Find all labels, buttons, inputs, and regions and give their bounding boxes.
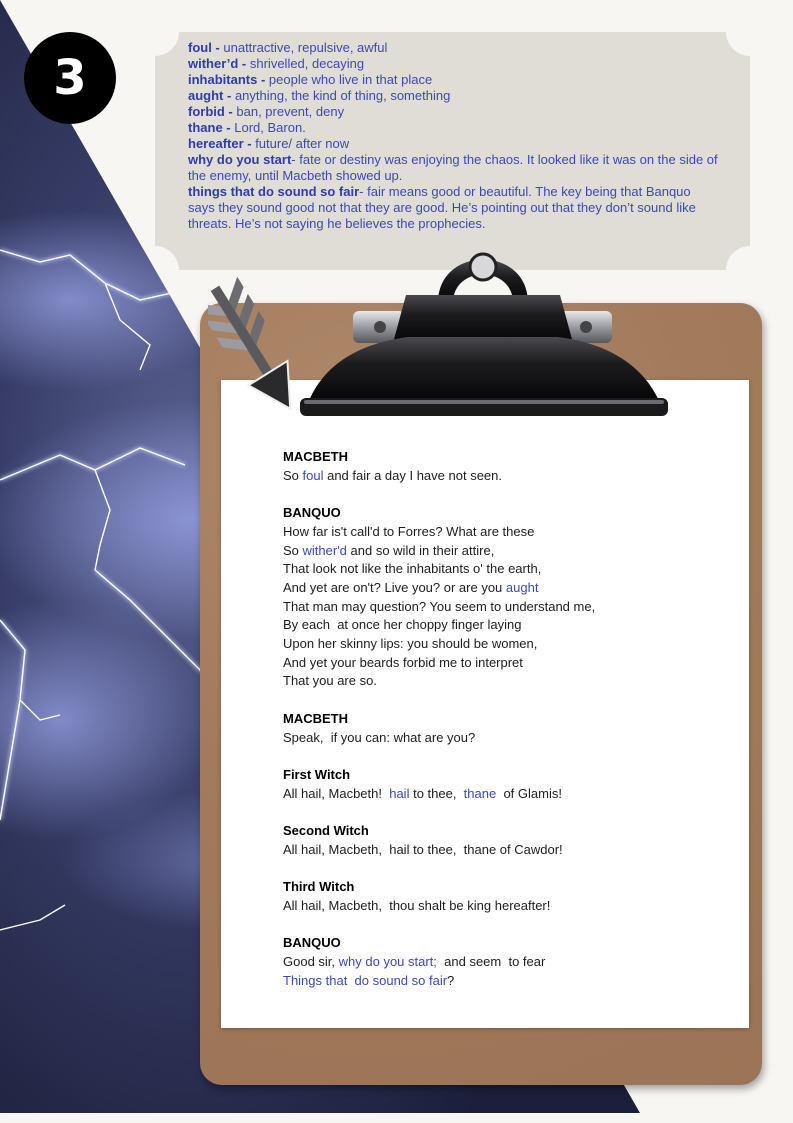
clipboard-clip — [288, 233, 680, 423]
line-text: of Glamis! — [496, 785, 562, 801]
glossary-definition: anything, the kind of thing, something — [231, 88, 451, 103]
glossary-word: why do you start; — [338, 953, 437, 969]
glossary-definition: - fair means good or beautiful. The key being that Banquo says they sound good not that they are good. He’s pointing out that they don’t sound like threats. He’s not saying he believes the prophecies. — [188, 184, 696, 231]
speaker-name: MACBETH — [283, 710, 348, 726]
script-line — [283, 897, 733, 916]
glossary-definition: unattractive, repulsive, awful — [219, 40, 388, 55]
glossary-entry — [188, 184, 718, 232]
script-line — [283, 560, 733, 579]
speech-block — [283, 766, 733, 803]
line-text: and seem to fear — [436, 953, 546, 969]
glossary-term: aught - — [188, 88, 232, 103]
speaker-name: MACBETH — [283, 449, 348, 464]
arrow-icon — [208, 270, 294, 422]
glossary-term: things that do sound so fair — [188, 184, 360, 199]
glossary-definition: future/ after now — [251, 136, 350, 151]
line-text: All hail, Macbeth, thou shalt be king hereafter! — [283, 897, 551, 913]
glossary-word: hail — [389, 785, 410, 801]
glossary-definition: Lord, Baron. — [230, 120, 306, 135]
glossary-entry — [188, 88, 718, 104]
speech-block — [283, 822, 733, 859]
glossary-term: why do you start — [188, 152, 292, 167]
line-text: Upon her skinny lips: you should be women, — [283, 636, 538, 652]
glossary-definition: shrivelled, decaying — [246, 56, 365, 71]
speaker-name: BANQUO — [283, 935, 341, 951]
glossary-definition: ban, prevent, deny — [232, 104, 345, 119]
glossary-word: thane — [463, 785, 497, 801]
line-text: So — [283, 542, 303, 558]
speaker-name: Third Witch — [283, 879, 355, 895]
line-text: Speak, if you can: what are you? — [283, 729, 476, 745]
script-line — [283, 598, 733, 617]
glossary-term: hereafter - — [188, 136, 252, 151]
glossary-term: forbid - — [188, 104, 233, 119]
script-line — [283, 616, 733, 635]
line-text: So — [283, 467, 303, 483]
glossary-definition: - fate or destiny was enjoying the chaos. It looked like it was on the side of the enemy, until Macbeth showed up. — [188, 152, 718, 183]
play-script — [283, 448, 733, 1009]
speech-block — [283, 448, 733, 485]
line-text: to thee, — [409, 785, 464, 801]
line-text: And yet are on't? Live you? or are you — [283, 579, 506, 595]
glossary-word: aught — [505, 579, 539, 595]
script-line — [283, 579, 733, 598]
glossary-word: wither'd — [302, 542, 347, 558]
line-text: That man may question? You seem to understand me, — [283, 598, 596, 614]
line-text: By each at once her choppy finger laying — [283, 617, 522, 633]
section-number-badge — [24, 32, 116, 124]
speech-block — [283, 934, 733, 990]
glossary-term: inhabitants - — [188, 72, 266, 87]
speech-block — [283, 710, 733, 747]
glossary-definition: people who live in that place — [265, 72, 433, 87]
glossary-entry — [188, 40, 718, 56]
script-line — [283, 672, 733, 691]
line-text: That look not like the inhabitants o' the earth, — [283, 561, 542, 577]
script-line — [283, 729, 733, 748]
line-text: That you are so. — [283, 673, 377, 689]
speech-block — [283, 504, 733, 691]
glossary-term: wither’d - — [188, 56, 247, 71]
script-line — [283, 953, 733, 972]
script-line — [283, 523, 733, 542]
glossary-term: thane - — [188, 120, 231, 135]
script-line — [283, 654, 733, 673]
speaker-name: First Witch — [283, 766, 351, 782]
script-line — [283, 841, 733, 860]
line-text: and so wild in their attire, — [346, 542, 495, 558]
glossary-entry — [188, 104, 718, 120]
glossary-entry — [188, 152, 718, 184]
glossary-word: Things that do sound so fair — [283, 972, 448, 988]
speaker-name: Second Witch — [283, 823, 369, 838]
glossary-entry — [188, 56, 718, 72]
glossary-entry — [188, 136, 718, 152]
glossary-list — [188, 40, 718, 232]
glossary-entry — [188, 120, 718, 136]
script-line — [283, 635, 733, 654]
script-line — [283, 972, 733, 991]
script-line — [283, 467, 733, 486]
line-text: All hail, Macbeth! — [283, 785, 390, 801]
glossary-entry — [188, 72, 718, 88]
line-text: Good sir, — [283, 953, 339, 969]
section-number: 3 — [53, 50, 87, 106]
glossary-word: foul — [302, 467, 324, 483]
script-line — [283, 542, 733, 561]
glossary-term: foul - — [188, 40, 220, 55]
line-text: And yet your beards forbid me to interpret — [283, 654, 523, 670]
line-text: How far is't call'd to Forres? What are these — [283, 523, 535, 539]
speaker-name: BANQUO — [283, 505, 341, 521]
line-text: ? — [447, 972, 455, 988]
speech-block — [283, 878, 733, 915]
script-line — [283, 785, 733, 804]
line-text: All hail, Macbeth, hail to thee, thane of Cawdor! — [283, 841, 563, 857]
line-text: and fair a day I have not seen. — [323, 467, 502, 483]
